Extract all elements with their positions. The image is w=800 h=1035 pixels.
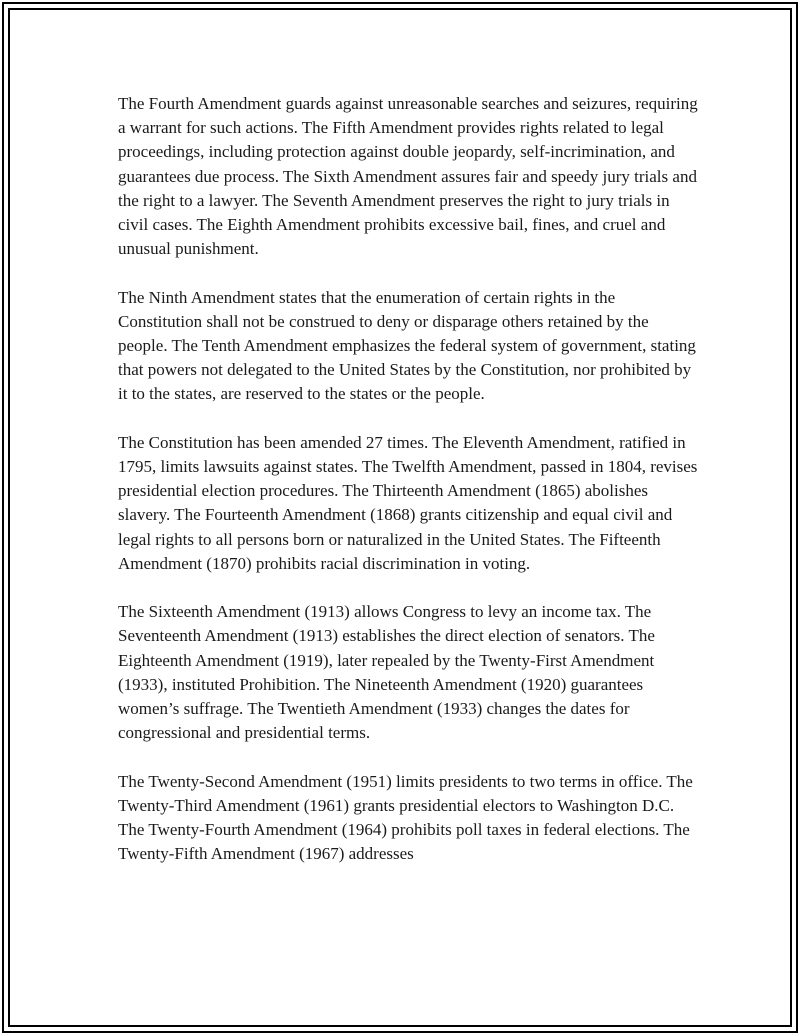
paragraph-sixteenth-to-twentieth-amendments: The Sixteenth Amendment (1913) allows Congress to levy an income tax. The Seventeenth Amendment (1913) establishes the direct election of senators. The Eighteenth Amendment (1919), later repealed by the Twenty-First Amendment (1933), instituted Prohibition. The Nineteenth Amendment (1920) guarantees women’s suffrage. The Twentieth Amendment (1933) changes the dates for congressional and presidential terms. [118,602,655,743]
paragraph-ninth-tenth-amendments: The Ninth Amendment states that the enumeration of certain rights in the Constitution shall not be construed to deny or disparage others retained by the people. The Tenth Amendment emphasizes the federal system of government, stating that powers not delegated to the United States by the Constitution, nor prohibited by it to the states, are reserved to the states or the people. [118,287,696,404]
paragraph-twenty-second-onward-amendments: The Twenty-Second Amendment (1951) limits presidents to two terms in office. The Twenty-Third Amendment (1961) grants presidential electors to Washington D.C. The Twenty-Fourth Amendment (1964) prohibits poll taxes in federal elections. The Twenty-Fifth Amendment (1967) addresses [118,771,693,864]
paragraph-eleventh-to-fifteenth-amendments: The Constitution has been amended 27 times. The Eleventh Amendment, ratified in 1795, limits lawsuits against states. The Twelfth Amendment, passed in 1804, revises presidential election procedures. The Thirteenth Amendment (1865) abolishes slavery. The Fourteenth Amendment (1868) grants citizenship and equal civil and legal rights to all persons born or naturalized in the United States. The Fifteenth Amendment (1870) prohibits racial discrimination in voting. [118,432,698,573]
document-body [118,92,698,952]
paragraph-fourth-to-eighth-amendments: The Fourth Amendment guards against unreasonable searches and seizures, requiring a warrant for such actions. The Fifth Amendment provides rights related to legal proceedings, including protection against double jeopardy, self-incrimination, and guarantees due process. The Sixth Amendment assures fair and speedy jury trials and the right to a lawyer. The Seventh Amendment preserves the right to jury trials in civil cases. The Eighth Amendment prohibits excessive bail, fines, and cruel and unusual punishment. [118,94,698,259]
